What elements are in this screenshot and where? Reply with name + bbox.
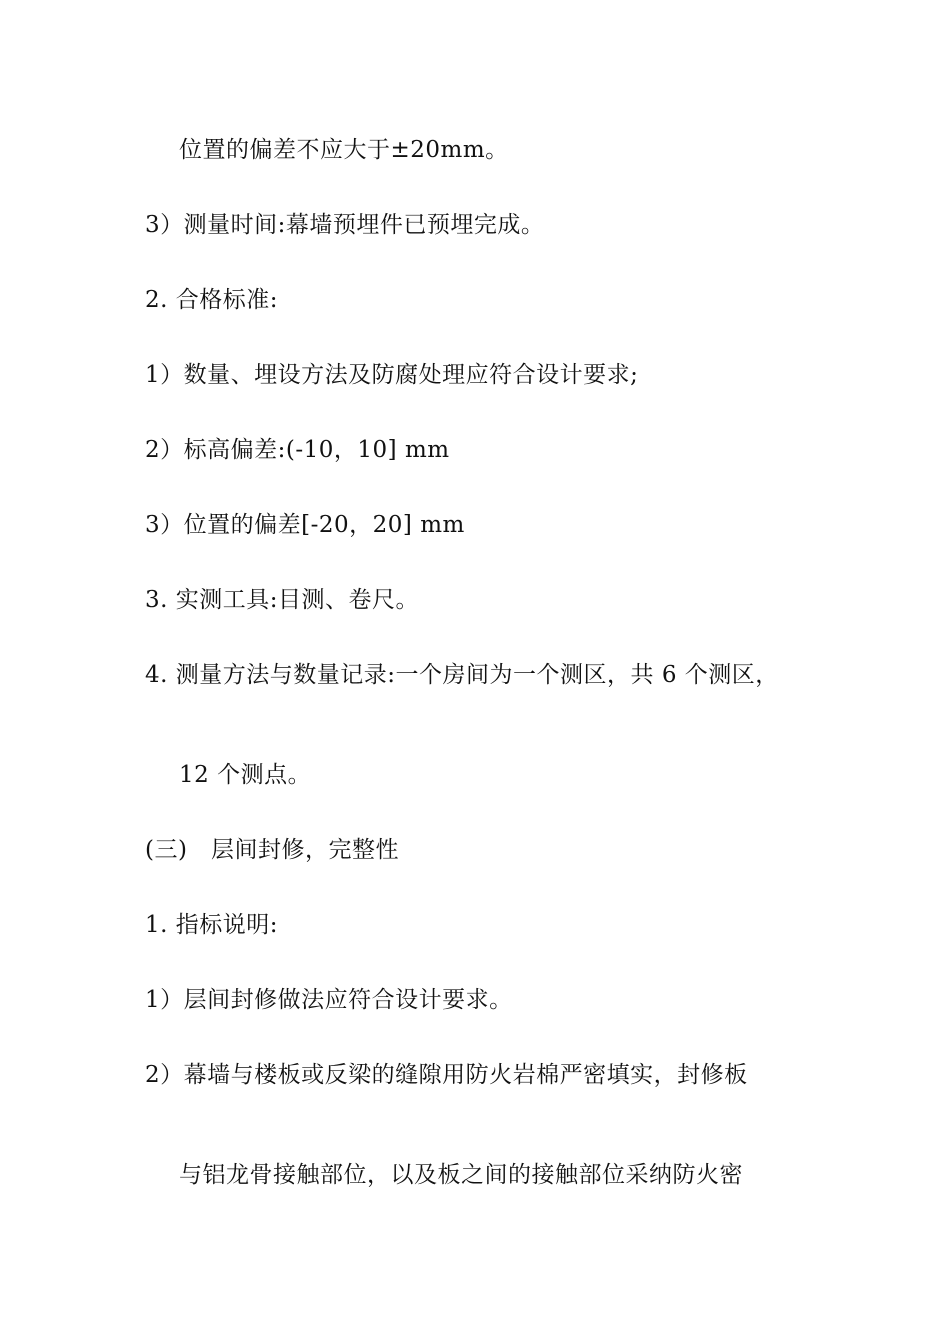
text-line: 2）幕墙与楼板或反梁的缝隙用防火岩棉严密填实，封修板 [145,1062,748,1088]
section-heading: 2. 合格标准: [145,287,279,313]
text-line: 3）位置的偏差[-20，20] mm [145,512,465,538]
text-line: 2）标高偏差:(-10，10] mm [145,437,450,463]
chapter-heading: (三) 层间封修，完整性 [145,837,399,863]
text-line: 位置的偏差不应大于±20mm。 [179,137,509,163]
text-line: 12 个测点。 [179,762,312,788]
section-heading: 4. 测量方法与数量记录:一个房间为一个测区，共 6 个测区， [145,662,779,688]
text-line: 1）数量、埋设方法及防腐处理应符合设计要求; [145,362,639,388]
text-line: 与铝龙骨接触部位，以及板之间的接触部位采纳防火密 [179,1162,743,1188]
section-heading: 1. 指标说明: [145,912,279,938]
text-line: 3）测量时间:幕墙预埋件已预埋完成。 [145,212,545,238]
section-heading: 3. 实测工具:目测、卷尺。 [145,587,420,613]
text-line: 1）层间封修做法应符合设计要求。 [145,987,513,1013]
